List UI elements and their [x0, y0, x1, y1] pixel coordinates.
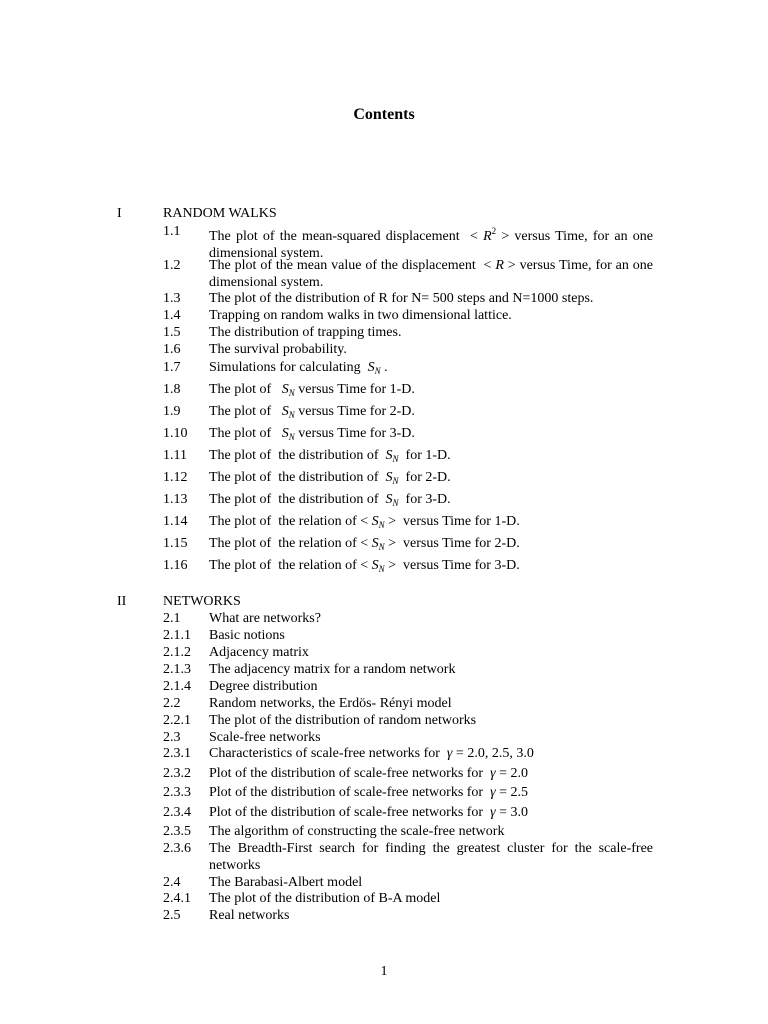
- entry-number: 2.3.1: [163, 746, 191, 761]
- entry-number: 1.9: [163, 404, 181, 419]
- entry-title: Real networks: [209, 908, 290, 923]
- entry-number: 1.13: [163, 492, 188, 507]
- entry-title: Simulations for calculating $S_N$ .: [209, 360, 388, 376]
- entry-number: 1.10: [163, 426, 188, 441]
- entry-title: Plot of the distribution of scale-free networks for γ = 2.5: [209, 785, 529, 800]
- entry-title: The plot of the distribution of B-A model: [209, 891, 441, 906]
- entry-title: Degree distribution: [209, 679, 318, 694]
- entry-number: 2.5: [163, 908, 181, 923]
- entry-number: 1.5: [163, 325, 181, 340]
- entry-title: What are networks?: [209, 611, 321, 626]
- part-number: I: [117, 206, 122, 221]
- entry-number: 1.2: [163, 258, 181, 273]
- entry-number: 1.3: [163, 291, 181, 306]
- entry-title: The Barabasi-Albert model: [209, 875, 363, 890]
- entry-number: 1.11: [163, 448, 187, 463]
- entry-title: The plot of the mean value of the displacement < R > versus Time, for an one dimensional system.: [209, 258, 653, 290]
- section-heading: RANDOM WALKS: [163, 206, 277, 221]
- entry-number: 1.16: [163, 558, 188, 573]
- entry-number: 2.3.5: [163, 824, 191, 839]
- entry-number: 1.12: [163, 470, 188, 485]
- entry-number: 2.3: [163, 730, 181, 745]
- entry-title: Characteristics of scale-free networks for γ = 2.0, 2.5, 3.0: [209, 746, 534, 761]
- entry-title: The distribution of trapping times.: [209, 325, 402, 340]
- entry-title: The algorithm of constructing the scale-free network: [209, 824, 505, 839]
- entry-number: 1.15: [163, 536, 188, 551]
- entry-title: The plot of the mean-squared displacement < $R^2$ > versus Time, for an one dimensional system.: [209, 226, 653, 261]
- entry-title: The plot of the distribution of $S_N$ for 1-D.: [209, 448, 451, 464]
- entry-title: Basic notions: [209, 628, 285, 643]
- entry-title: Random networks, the Erdös- Rényi model: [209, 696, 452, 711]
- entry-number: 1.8: [163, 382, 181, 397]
- entry-title: Plot of the distribution of scale-free networks for γ = 2.0: [209, 766, 529, 781]
- entry-number: 2.2.1: [163, 713, 191, 728]
- entry-number: 2.1.4: [163, 679, 191, 694]
- entry-title: The plot of $S_N$ versus Time for 1-D.: [209, 382, 415, 398]
- entry-title: The plot of the relation of < $S_N$ > versus Time for 3-D.: [209, 558, 520, 574]
- entry-number: 2.2: [163, 696, 181, 711]
- entry-title: The plot of the distribution of random networks: [209, 713, 477, 728]
- entry-number: 2.4: [163, 875, 181, 890]
- entry-title: The plot of the relation of < $S_N$ > versus Time for 1-D.: [209, 514, 520, 530]
- page-number: 1: [380, 964, 388, 979]
- entry-title: The plot of the distribution of $S_N$ for 3-D.: [209, 492, 451, 508]
- entry-number: 1.1: [163, 224, 181, 239]
- part-number: II: [117, 594, 127, 609]
- entry-title: Scale-free networks: [209, 730, 321, 745]
- entry-number: 2.3.3: [163, 785, 191, 800]
- entry-title: The plot of $S_N$ versus Time for 2-D.: [209, 404, 415, 420]
- entry-title: The plot of the relation of < $S_N$ > versus Time for 2-D.: [209, 536, 520, 552]
- entry-number: 1.6: [163, 342, 181, 357]
- entry-number: 2.3.6: [163, 841, 191, 856]
- entry-title: The plot of the distribution of R for N= 500 steps and N=1000 steps.: [209, 291, 594, 306]
- entry-number: 1.14: [163, 514, 188, 529]
- entry-title: The adjacency matrix for a random network: [209, 662, 456, 677]
- entry-number: 2.3.4: [163, 805, 191, 820]
- entry-number: 1.4: [163, 308, 181, 323]
- entry-title: Plot of the distribution of scale-free networks for γ = 3.0: [209, 805, 529, 820]
- entry-title: The plot of $S_N$ versus Time for 3-D.: [209, 426, 415, 442]
- entry-number: 1.7: [163, 360, 181, 375]
- entry-number: 2.1: [163, 611, 181, 626]
- section-heading: NETWORKS: [163, 594, 241, 609]
- entry-number: 2.1.1: [163, 628, 191, 643]
- entry-number: 2.1.3: [163, 662, 191, 677]
- page-title: Contents: [353, 106, 415, 123]
- entry-number: 2.3.2: [163, 766, 191, 781]
- entry-number: 2.1.2: [163, 645, 191, 660]
- entry-title: The survival probability.: [209, 342, 347, 357]
- entry-title: Trapping on random walks in two dimensional lattice.: [209, 308, 512, 323]
- entry-title: Adjacency matrix: [209, 645, 309, 660]
- entry-number: 2.4.1: [163, 891, 191, 906]
- entry-title: The plot of the distribution of $S_N$ for 2-D.: [209, 470, 451, 486]
- entry-title: The Breadth-First search for finding the greatest cluster for the scale-free networks: [209, 841, 653, 873]
